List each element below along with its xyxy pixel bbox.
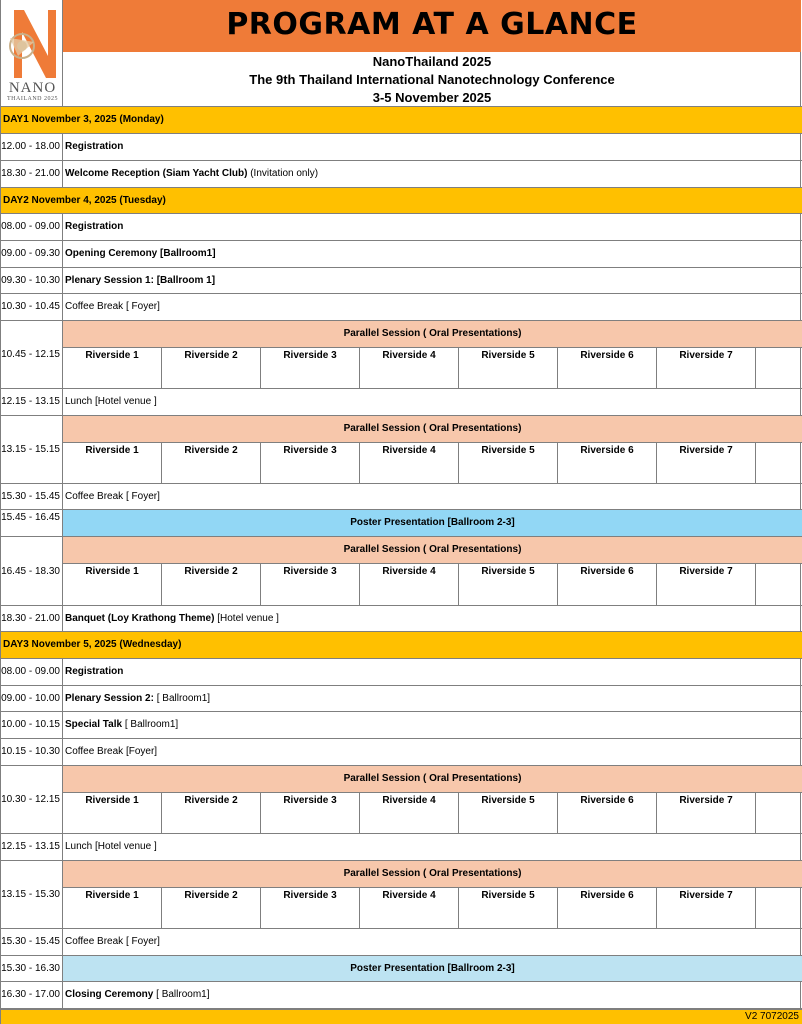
event-detail: Lunch [Hotel venue ] bbox=[65, 396, 157, 407]
event-cell bbox=[65, 834, 157, 860]
time-cell: 18.30 - 21.00 bbox=[1, 606, 63, 631]
time-cell: 09.00 - 09.30 bbox=[1, 241, 63, 267]
event-title: Registration bbox=[65, 666, 124, 677]
parallel-session-header: Parallel Session ( Oral Presentations) bbox=[63, 416, 802, 443]
room-cell: Riverside 5 bbox=[459, 348, 558, 388]
event-cell bbox=[65, 214, 123, 240]
version-label: V2 7072025 bbox=[745, 1011, 799, 1022]
room-cell: Riverside 3 bbox=[261, 793, 360, 833]
poster-presentation-band: Poster Presentation [Ballroom 2-3] bbox=[63, 510, 802, 536]
room-cell: Riverside 3 bbox=[261, 348, 360, 388]
parallel-session-block bbox=[1, 537, 802, 606]
time-cell: 09.30 - 10.30 bbox=[1, 268, 63, 293]
conference-name: NanoThailand 2025 bbox=[372, 54, 492, 69]
room-cell: Riverside 6 bbox=[558, 443, 657, 483]
time-cell: 16.45 - 18.30 bbox=[1, 537, 63, 605]
room-cell: Riverside 7 bbox=[657, 443, 756, 483]
schedule-row bbox=[1, 389, 802, 416]
parallel-session-header: Parallel Session ( Oral Presentations) bbox=[63, 861, 802, 888]
event-cell bbox=[65, 929, 160, 955]
room-cell: Riverside 2 bbox=[162, 564, 261, 605]
logo-year: THAILAND 2025 bbox=[7, 96, 58, 102]
room-cell: Riverside 1 bbox=[63, 564, 162, 605]
time-cell: 12.15 - 13.15 bbox=[1, 834, 63, 860]
schedule-row bbox=[1, 484, 802, 510]
room-cell: Riverside 2 bbox=[162, 348, 261, 388]
event-cell bbox=[65, 294, 160, 320]
schedule-row bbox=[1, 712, 802, 739]
event-detail: Lunch [Hotel venue ] bbox=[65, 841, 157, 852]
event-cell bbox=[65, 268, 215, 294]
time-cell: 16.30 - 17.00 bbox=[1, 982, 63, 1008]
event-detail: [ Ballroom1] bbox=[153, 693, 211, 704]
room-cell: Riverside 4 bbox=[360, 348, 459, 388]
time-cell: 15.45 - 16.45 bbox=[1, 510, 63, 536]
room-cell: Riverside 3 bbox=[261, 888, 360, 928]
conference-dates: 3-5 November 2025 bbox=[372, 90, 492, 105]
schedule-row bbox=[1, 982, 802, 1009]
schedule-row bbox=[1, 659, 802, 686]
event-title: Banquet (Loy Krathong Theme) bbox=[65, 613, 215, 624]
event-detail: [Hotel venue ] bbox=[214, 613, 279, 624]
event-detail: Coffee Break [Foyer] bbox=[65, 746, 158, 757]
nano-thailand-logo bbox=[2, 0, 63, 106]
room-cell: Riverside 1 bbox=[63, 793, 162, 833]
event-detail: [ Ballroom1] bbox=[153, 989, 210, 1000]
time-cell: 15.30 - 15.45 bbox=[1, 484, 63, 509]
event-cell bbox=[65, 389, 157, 415]
room-cell: Riverside 5 bbox=[459, 564, 558, 605]
time-cell: 12.00 - 18.00 bbox=[1, 134, 63, 160]
room-cell: Riverside 2 bbox=[162, 888, 261, 928]
parallel-session-block bbox=[1, 321, 802, 389]
event-cell bbox=[65, 606, 279, 632]
time-cell: 08.00 - 09.00 bbox=[1, 659, 63, 685]
schedule-row bbox=[1, 241, 802, 268]
room-cell: Riverside 1 bbox=[63, 888, 162, 928]
event-detail: (Invitation only) bbox=[247, 168, 319, 179]
event-cell bbox=[65, 484, 160, 510]
event-cell bbox=[65, 659, 123, 685]
time-cell: 10.30 - 10.45 bbox=[1, 294, 63, 320]
room-cell: Riverside 7 bbox=[657, 348, 756, 388]
event-cell bbox=[65, 134, 123, 160]
room-cell: Riverside 3 bbox=[261, 443, 360, 483]
schedule-row bbox=[1, 929, 802, 956]
room-cell: Riverside 4 bbox=[360, 888, 459, 928]
poster-row bbox=[1, 510, 802, 537]
time-cell: 13.15 - 15.15 bbox=[1, 416, 63, 483]
event-title: Opening Ceremony [Ballroom1] bbox=[65, 248, 216, 259]
page-title: PROGRAM AT A GLANCE bbox=[226, 7, 638, 42]
parallel-session-header: Parallel Session ( Oral Presentations) bbox=[63, 766, 802, 793]
time-cell: 10.15 - 10.30 bbox=[1, 739, 63, 765]
room-row bbox=[63, 564, 802, 605]
room-cell: Riverside 3 bbox=[261, 564, 360, 605]
schedule-row bbox=[1, 606, 802, 632]
room-row bbox=[63, 793, 802, 833]
time-cell: 10.45 - 12.15 bbox=[1, 321, 63, 388]
room-row bbox=[63, 443, 802, 483]
event-cell bbox=[65, 161, 318, 187]
time-cell: 15.30 - 15.45 bbox=[1, 929, 63, 955]
event-cell bbox=[65, 739, 157, 765]
room-row bbox=[63, 888, 802, 928]
parallel-session-header: Parallel Session ( Oral Presentations) bbox=[63, 537, 802, 564]
room-cell: Riverside 6 bbox=[558, 564, 657, 605]
schedule-row bbox=[1, 739, 802, 766]
room-cell: Riverside 7 bbox=[657, 564, 756, 605]
room-row bbox=[63, 348, 802, 388]
poster-row bbox=[1, 956, 802, 982]
room-cell: Riverside 6 bbox=[558, 793, 657, 833]
schedule-row bbox=[1, 161, 802, 188]
time-cell: 12.15 - 13.15 bbox=[1, 389, 63, 415]
schedule-row bbox=[1, 294, 802, 321]
time-cell: 13.15 - 15.30 bbox=[1, 861, 63, 928]
event-title: Plenary Session 1: [Ballroom 1] bbox=[65, 275, 216, 286]
logo-mark-icon bbox=[8, 8, 58, 80]
logo-wordmark: NANO bbox=[8, 80, 57, 96]
event-title: Plenary Session 2: bbox=[65, 693, 154, 704]
room-cell: Riverside 5 bbox=[459, 443, 558, 483]
event-title: Welcome Reception (Siam Yacht Club) bbox=[65, 168, 248, 179]
room-cell: Riverside 1 bbox=[63, 348, 162, 388]
schedule-row bbox=[1, 686, 802, 712]
time-cell: 15.30 - 16.30 bbox=[1, 956, 63, 981]
room-cell: Riverside 4 bbox=[360, 564, 459, 605]
schedule-row bbox=[1, 134, 802, 161]
footer-bar bbox=[1, 1009, 802, 1024]
day2-header: DAY2 November 4, 2025 (Tuesday) bbox=[1, 188, 802, 214]
day1-header: DAY1 November 3, 2025 (Monday) bbox=[1, 107, 802, 134]
event-title: Registration bbox=[65, 221, 124, 232]
room-cell: Riverside 6 bbox=[558, 888, 657, 928]
event-cell bbox=[65, 241, 216, 267]
event-cell bbox=[65, 686, 210, 712]
room-cell: Riverside 1 bbox=[63, 443, 162, 483]
parallel-session-block bbox=[1, 416, 802, 484]
parallel-session-block bbox=[1, 861, 802, 929]
time-cell: 08.00 - 09.00 bbox=[1, 214, 63, 240]
schedule-row bbox=[1, 214, 802, 241]
event-cell bbox=[65, 982, 210, 1008]
event-cell bbox=[65, 712, 178, 738]
room-cell: Riverside 7 bbox=[657, 793, 756, 833]
time-cell: 09.00 - 10.00 bbox=[1, 686, 63, 711]
event-title: Closing Ceremony bbox=[65, 989, 154, 1000]
event-title: Special Talk bbox=[65, 719, 123, 730]
event-detail: [ Ballroom1] bbox=[122, 719, 179, 730]
room-cell: Riverside 4 bbox=[360, 443, 459, 483]
parallel-session-block bbox=[1, 766, 802, 834]
conference-full-title: The 9th Thailand International Nanotechnology Conference bbox=[249, 72, 615, 87]
room-cell: Riverside 2 bbox=[162, 443, 261, 483]
schedule-row bbox=[1, 268, 802, 294]
event-detail: Coffee Break [ Foyer] bbox=[65, 936, 160, 947]
parallel-session-header: Parallel Session ( Oral Presentations) bbox=[63, 321, 802, 348]
event-detail: Coffee Break [ Foyer] bbox=[65, 301, 160, 312]
room-cell: Riverside 5 bbox=[459, 888, 558, 928]
event-title: Registration bbox=[65, 141, 124, 152]
title-bar bbox=[63, 0, 801, 52]
room-cell: Riverside 4 bbox=[360, 793, 459, 833]
room-cell: Riverside 6 bbox=[558, 348, 657, 388]
room-cell: Riverside 7 bbox=[657, 888, 756, 928]
event-detail: Coffee Break [ Foyer] bbox=[65, 491, 160, 502]
day3-header: DAY3 November 5, 2025 (Wednesday) bbox=[1, 632, 802, 659]
poster-presentation-band: Poster Presentation [Ballroom 2-3] bbox=[63, 956, 802, 981]
time-cell: 18.30 - 21.00 bbox=[1, 161, 63, 187]
room-cell: Riverside 2 bbox=[162, 793, 261, 833]
time-cell: 10.30 - 12.15 bbox=[1, 766, 63, 833]
time-cell: 10.00 - 10.15 bbox=[1, 712, 63, 738]
schedule-row bbox=[1, 834, 802, 861]
room-cell: Riverside 5 bbox=[459, 793, 558, 833]
